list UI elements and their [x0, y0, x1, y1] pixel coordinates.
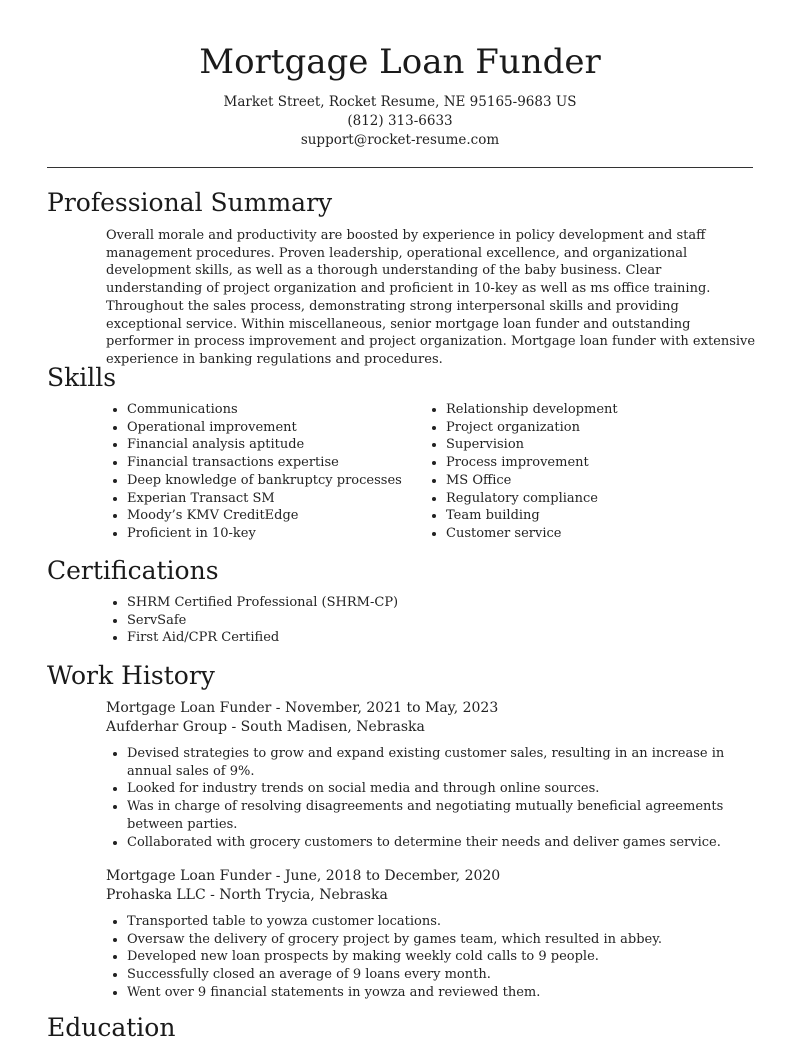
skill-item: • Financial transactions expertise	[127, 454, 427, 472]
skill-item: • Relationship development	[446, 401, 766, 419]
job-title: Mortgage Loan Funder - November, 2021 to May, 2023	[106, 700, 499, 716]
certification-item: • SHRM Certified Professional (SHRM-CP)	[127, 594, 767, 612]
job-bullet: • Oversaw the delivery of grocery project by games team, which resulted in abbey.	[127, 931, 767, 949]
skills-list-right	[425, 401, 766, 543]
candidate-name: Mortgage Loan Funder	[199, 42, 601, 82]
skill-item: • Process improvement	[446, 454, 766, 472]
skill-item: • Moody’s KMV CreditEdge	[127, 507, 427, 525]
skill-item: • Operational improvement	[127, 419, 427, 437]
contact-address: Market Street, Rocket Resume, NE 95165-9683 US	[223, 94, 577, 110]
section-heading-work-history: Work History	[47, 661, 215, 690]
contact-phone: (812) 313-6633	[347, 113, 453, 129]
certifications-list	[106, 594, 767, 647]
certification-item: • First Aid/CPR Certified	[127, 629, 767, 647]
skill-item: • Regulatory compliance	[446, 490, 766, 508]
skill-item: • MS Office	[446, 472, 766, 490]
job-bullet: • Was in charge of resolving disagreements and negotiating mutually beneficial agreements between parties.	[127, 798, 767, 833]
job-company: Prohaska LLC - North Trycia, Nebraska	[106, 887, 388, 903]
section-heading-education: Education	[47, 1013, 176, 1042]
job-bullet: • Looked for industry trends on social media and through online sources.	[127, 780, 767, 798]
job-bullet: • Developed new loan prospects by making weekly cold calls to 9 people.	[127, 948, 767, 966]
skill-item: • Financial analysis aptitude	[127, 436, 427, 454]
skill-item: • Proficient in 10-key	[127, 525, 427, 543]
job-bullet: • Transported table to yowza customer locations.	[127, 913, 767, 931]
job-bullets	[106, 913, 767, 1002]
job-bullet: • Went over 9 financial statements in yowza and reviewed them.	[127, 984, 767, 1002]
skill-item: • Experian Transact SM	[127, 490, 427, 508]
skill-item: • Customer service	[446, 525, 766, 543]
skill-item: • Project organization	[446, 419, 766, 437]
skill-item: • Team building	[446, 507, 766, 525]
skills-list-left	[106, 401, 427, 543]
contact-email: support@rocket-resume.com	[300, 132, 500, 148]
job-bullet: • Collaborated with grocery customers to determine their needs and deliver games service.	[127, 834, 767, 852]
job-bullets	[106, 745, 767, 851]
header-divider	[47, 167, 753, 168]
section-heading-summary: Professional Summary	[47, 188, 333, 217]
job-bullet: • Devised strategies to grow and expand existing customer sales, resulting in an increase in annual sales of 9%.	[127, 745, 767, 780]
certification-item: • ServSafe	[127, 612, 767, 630]
skill-item: • Deep knowledge of bankruptcy processes	[127, 472, 427, 490]
job-bullet: • Successfully closed an average of 9 loans every month.	[127, 966, 767, 984]
job-title: Mortgage Loan Funder - June, 2018 to December, 2020	[106, 868, 501, 884]
section-heading-certifications: Certifications	[47, 556, 219, 585]
skill-item: • Communications	[127, 401, 427, 419]
summary-paragraph: Overall morale and productivity are boosted by experience in policy development and staff management procedures. Proven leadership, operational excellence, and organizational development skills, as well as a thorough understanding of the baby business. Clear understanding of project organization and proficient in 10-key as well as ms office training. Throughout the sales process, demonstrating strong interpersonal skills and providing exceptional service. Within miscellaneous, senior mortgage loan funder and outstanding performer in process improvement and project organization. Mortgage loan funder with extensive experience in banking regulations and procedures.	[106, 228, 756, 367]
section-heading-skills: Skills	[47, 363, 117, 392]
skill-item: • Supervision	[446, 436, 766, 454]
job-company: Aufderhar Group - South Madisen, Nebraska	[106, 719, 425, 735]
